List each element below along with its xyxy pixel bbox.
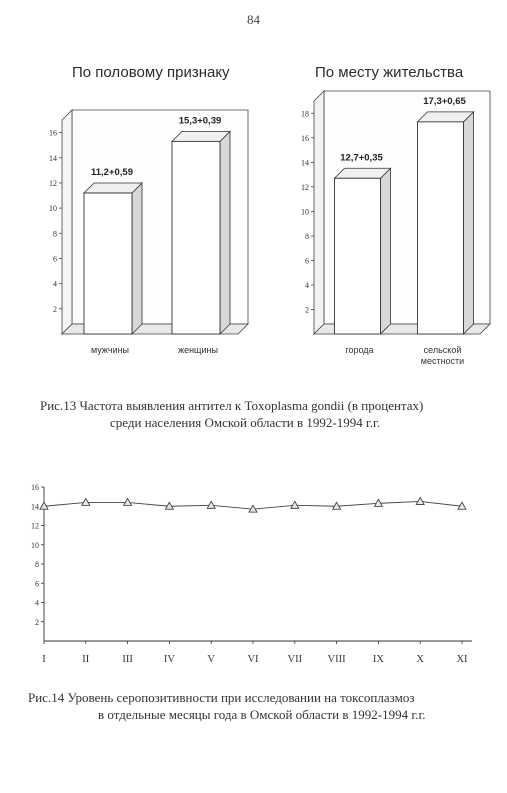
chart-1-ytick-label: 6: [53, 254, 57, 264]
chart-2-ytick-label: 14: [301, 158, 309, 168]
chart-3-ytick-label: 12: [31, 521, 39, 531]
chart-3-xtick-label: II: [82, 654, 90, 665]
chart-2-bar-top: [335, 168, 391, 178]
chart-3-xtick-label: VI: [247, 654, 259, 665]
chart-1-ytick-label: 14: [49, 153, 57, 163]
chart-2-ytick-label: 12: [301, 182, 309, 192]
chart-3-ytick-label: 2: [35, 617, 39, 627]
chart-3-point-marker: [291, 501, 299, 508]
chart-2-bar-side: [464, 112, 474, 334]
chart-2-category-label: сельской: [423, 345, 462, 355]
chart-1-title: По половому признаку: [72, 64, 230, 81]
chart-1-category-label: женщины: [178, 345, 218, 355]
chart-3-ytick-label: 8: [35, 560, 39, 569]
chart-3-xtick-label: VIII: [327, 654, 346, 665]
chart-1-side-wall: [62, 110, 72, 334]
chart-3-xtick-label: I: [42, 654, 46, 665]
chart-1-data-label: 11,2+0,59: [90, 167, 134, 179]
chart-1-ytick-label: 12: [49, 178, 57, 188]
chart-1-ytick-label: 10: [49, 204, 57, 214]
chart-1-data-label: 15,3+0,39: [178, 115, 222, 127]
chart-3-point-marker: [124, 498, 132, 505]
figure-14-caption: [28, 689, 426, 723]
chart-3-xtick-label: VII: [287, 654, 303, 665]
chart-3-xtick-label: XI: [456, 654, 468, 665]
chart-3-xtick-label: V: [207, 654, 215, 665]
page-number: 84: [247, 12, 260, 27]
figure-14-prefix: Рис.14: [28, 690, 65, 705]
chart-3-xtick-label: IV: [163, 654, 175, 665]
chart-1-bar-top: [172, 131, 230, 141]
chart-3-ytick-label: 10: [31, 540, 39, 550]
chart-3-ytick-label: 4: [35, 598, 39, 608]
figure-13-line1: Частота выявления антител к Toxoplasma gondii (в процентах): [79, 398, 424, 413]
chart-2-ytick-label: 10: [301, 207, 309, 217]
figure-13-caption: [40, 397, 423, 431]
chart-2-data-label: 17,3+0,65: [423, 95, 466, 107]
chart-3-ytick-label: 16: [31, 483, 39, 492]
chart-2-bar-top: [418, 112, 474, 122]
chart-2-ytick-label: 18: [301, 109, 309, 119]
chart-1-bar-side: [132, 183, 142, 334]
chart-2-ytick-label: 16: [301, 133, 309, 143]
figure-13-prefix: Рис.13: [40, 398, 77, 413]
chart-1-bar: [84, 193, 132, 334]
chart-1-bar-top: [84, 183, 142, 193]
chart-3-point-marker: [82, 498, 90, 505]
chart-2-ytick-label: 8: [305, 231, 309, 241]
chart-3-xtick-label: IX: [372, 654, 384, 665]
chart-3-ytick-label: 6: [35, 579, 39, 589]
chart-2-title: По месту жительства: [315, 64, 464, 81]
chart-2-category-label: города: [345, 345, 374, 355]
chart-3-xtick-label: X: [416, 654, 424, 665]
chart-2-bar: [418, 122, 464, 334]
chart-2-ytick-label: 2: [305, 305, 309, 315]
chart-3-ytick-label: 14: [31, 502, 39, 512]
chart-2-category-label: местности: [420, 356, 465, 366]
chart-2-ytick-label: 4: [305, 280, 309, 290]
chart-1-bar-side: [220, 131, 230, 334]
chart-1-ytick-label: 8: [53, 229, 57, 239]
chart-1-category-label: мужчины: [91, 345, 129, 355]
chart-3-point-marker: [207, 501, 215, 508]
figure-13-line2: среди населения Омской области в 1992-1994 г.г.: [110, 415, 381, 430]
figure-14-line2: в отдельные месяцы года в Омской области в 1992-1994 г.г.: [98, 707, 426, 722]
chart-2-side-wall: [314, 91, 324, 334]
chart-3-point-marker: [416, 497, 424, 504]
chart-1-bar: [172, 141, 220, 334]
chart-2-bar: [335, 178, 381, 334]
chart-1-ytick-label: 16: [49, 128, 57, 138]
chart-3-xtick-label: III: [122, 654, 133, 665]
figure-14-line1: Уровень серопозитивности при исследовании на токсоплазмоз: [67, 690, 415, 705]
chart-1-ytick-label: 2: [53, 304, 57, 314]
chart-2-bar-side: [381, 168, 391, 334]
chart-2-data-label: 12,7+0,35: [340, 152, 383, 164]
chart-2-ytick-label: 6: [305, 256, 309, 266]
chart-1-ytick-label: 4: [53, 279, 57, 289]
